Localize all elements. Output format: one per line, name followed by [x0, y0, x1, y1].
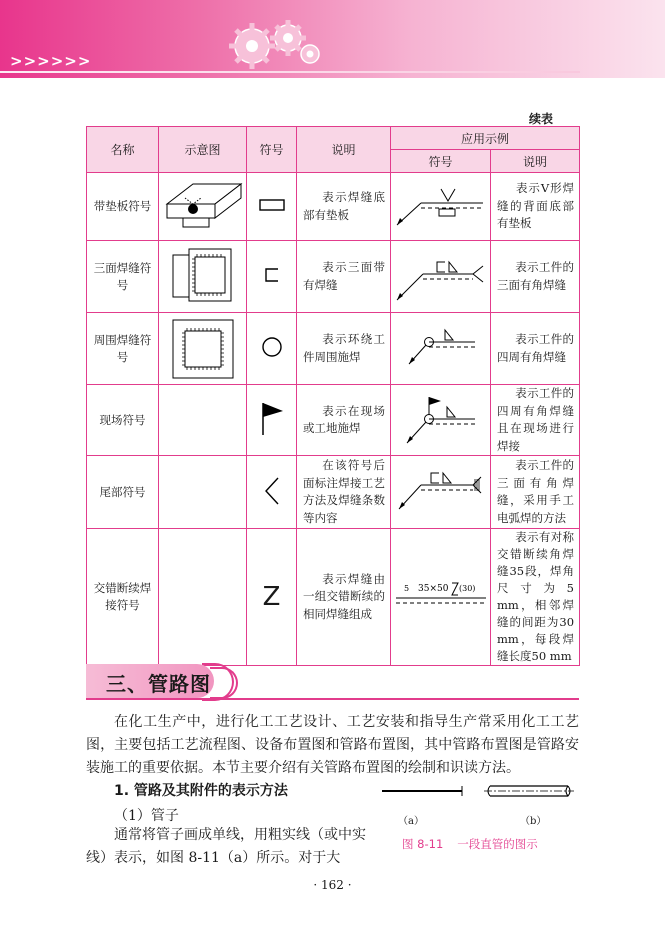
symbol-backing-plate — [247, 173, 297, 241]
table-row — [87, 385, 580, 456]
row-example-desc: 表示有对称交错断续角焊缝35段，焊角尺寸为5 mm，相邻焊缝的间距为30 mm，每段焊缝长度50 mm — [491, 529, 580, 666]
row-desc: 表示焊缝由一组交错断续的相同焊缝组成 — [297, 529, 391, 666]
example-all-around — [391, 313, 491, 385]
example-staggered — [391, 529, 491, 666]
example-three-side — [391, 241, 491, 313]
subheading-pipe: （1）管子 — [114, 808, 179, 824]
row-desc: 表示环绕工件周围施焊 — [297, 313, 391, 385]
subheading: 1. 管路及其附件的表示方法 — [114, 783, 288, 799]
paragraph-intro: 在化工生产中，进行化工工艺设计、工艺安装和指导生产常采用化工工艺图，主要包括工艺流程图、设备布置图和管路布置图，其中管路布置图是管路安装施工的重要依据。本节主要介绍有关管路布置图的绘制和识读方法。 — [86, 714, 579, 776]
row-name: 交错断续焊接符号 — [87, 529, 159, 666]
chevron-decoration: >>>>>> — [10, 52, 92, 70]
row-example-desc: 表示工件的四周有角焊缝且在现场进行焊接 — [491, 385, 580, 456]
row-desc: 表示在现场或工地施焊 — [297, 385, 391, 456]
symbol-staggered: Z — [247, 529, 297, 666]
figure-caption-text: 一段直管的图示 — [457, 837, 538, 851]
table-row — [87, 173, 580, 241]
section-rule — [86, 698, 579, 700]
row-example-desc: 表示工件的三面有角焊缝，采用手工电弧焊的方法 — [491, 456, 580, 529]
row-example-desc: 表示工件的四周有角焊缝 — [491, 313, 580, 385]
row-name: 三面焊缝符号 — [87, 241, 159, 313]
figure-caption — [402, 836, 538, 852]
figure-pipe-diagram — [378, 782, 578, 812]
diagram-empty — [159, 385, 247, 456]
diagram-all-around — [159, 313, 247, 385]
header-example-symbol: 符号 — [391, 150, 491, 173]
header-diagram: 示意图 — [159, 127, 247, 173]
section-title: 三、管路图 — [106, 672, 211, 696]
diagram-empty — [159, 529, 247, 666]
weld-symbol-table — [86, 126, 580, 666]
section-heading — [86, 664, 236, 700]
continued-label: 续表 — [528, 112, 553, 126]
header-name: 名称 — [87, 127, 159, 173]
example-label-main: 35×50 — [417, 584, 448, 594]
table-row — [87, 456, 580, 529]
diagram-empty — [159, 456, 247, 529]
row-desc: 表示焊缝底部有垫板 — [297, 173, 391, 241]
page-number: · 162 · — [313, 878, 352, 892]
row-name: 周围焊缝符号 — [87, 313, 159, 385]
table-row — [87, 313, 580, 385]
row-desc: 表示三面带有焊缝 — [297, 241, 391, 313]
example-field — [391, 385, 491, 456]
paragraph-pipe: 通常将管子画成单线，用粗实线（或中实线）表示，如图 8-11（a）所示。对于大 — [86, 827, 366, 866]
figure-label-b: （b） — [520, 816, 547, 827]
header-symbol: 符号 — [247, 127, 297, 173]
row-example-desc: 表示工件的三面有角焊缝 — [491, 241, 580, 313]
example-label-5: 5 — [403, 584, 409, 593]
gear-icon — [222, 14, 332, 74]
table-row — [87, 529, 580, 666]
figure-caption-number: 图 8-11 — [402, 837, 444, 851]
diagram-three-side — [159, 241, 247, 313]
header-explanation: 说明 — [297, 127, 391, 173]
row-desc: 在该符号后面标注焊接工艺方法及焊缝条数等内容 — [297, 456, 391, 529]
flag-icon — [247, 385, 297, 456]
header-example-explanation: 说明 — [491, 150, 580, 173]
row-name: 现场符号 — [87, 385, 159, 456]
symbol-circle — [247, 313, 297, 385]
row-name: 尾部符号 — [87, 456, 159, 529]
example-label-30: (30) — [458, 584, 475, 593]
example-tail — [391, 456, 491, 529]
header-example-group: 应用示例 — [391, 127, 580, 150]
tail-symbol-icon — [247, 456, 297, 529]
symbol-three-side — [247, 241, 297, 313]
diagram-backing-plate — [159, 173, 247, 241]
header-banner — [0, 0, 665, 78]
row-name: 带垫板符号 — [87, 173, 159, 241]
figure-label-a: （a） — [398, 816, 424, 827]
table-row — [87, 241, 580, 313]
example-backing-plate — [391, 173, 491, 241]
row-example-desc: 表示V形焊缝的背面底部有垫板 — [491, 173, 580, 241]
